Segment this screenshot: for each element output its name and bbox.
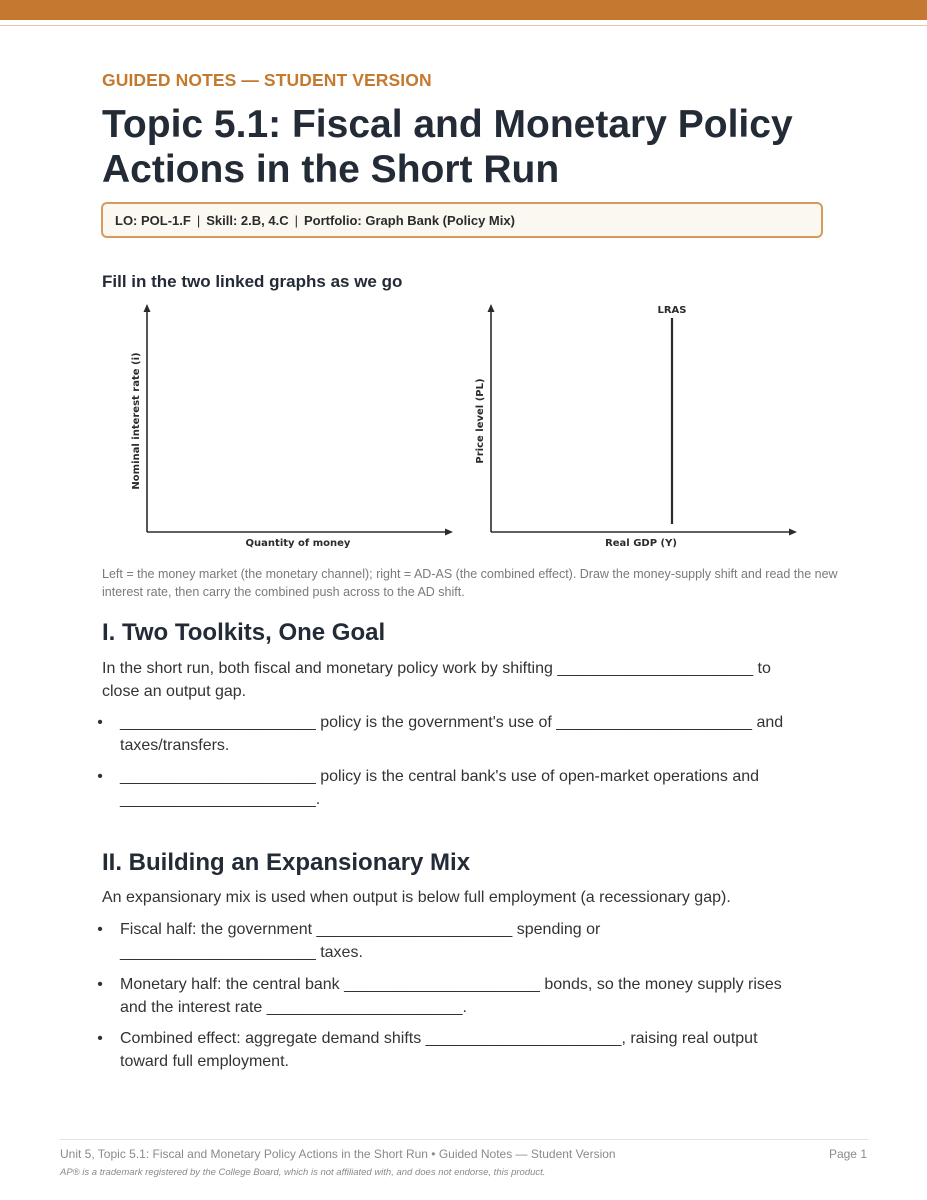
list-item: [97, 712, 820, 757]
money-market-y-axis-label: Nominal interest rate (i): [131, 352, 142, 490]
ad-as-graph: [475, 304, 797, 549]
portfolio-label: Portfolio: Graph Bank (Policy Mix): [304, 213, 515, 228]
text-line: ______________________ taxes.: [120, 943, 363, 961]
list-item: [97, 1028, 820, 1073]
text-line: Combined effect: aggregate demand shifts ______________________, raising real output: [120, 1030, 758, 1047]
text-line: In the short run, both fiscal and monetary policy work by shifting ______________________ to: [102, 660, 771, 677]
graphs-heading: Fill in the two linked graphs as we go: [102, 272, 403, 291]
section-2-heading: II. Building an Expansionary Mix: [102, 849, 471, 876]
list-item: [97, 766, 820, 811]
footer-divider: [60, 1139, 868, 1140]
text-line: close an output gap.: [102, 682, 247, 700]
text-line: Monetary half: the central bank ______________________ bonds, so the money supply rises: [120, 976, 782, 993]
ad-as-x-axis-label: Real GDP (Y): [605, 538, 677, 549]
money-market-x-axis-label: Quantity of money: [245, 538, 351, 549]
skill-codes: Skill: 2.B, 4.C: [206, 213, 289, 228]
learning-objective-box: [101, 202, 823, 238]
text-line: ______________________ policy is the government's use of ______________________ and: [120, 714, 784, 731]
bullet-icon: •: [97, 768, 103, 785]
separator: |: [294, 213, 298, 228]
list-item: [97, 974, 820, 1019]
lras-label: LRAS: [657, 305, 687, 316]
text-line: taxes/transfers.: [120, 736, 230, 754]
text-line: toward full employment.: [120, 1052, 289, 1070]
text-line: ______________________ policy is the central bank's use of open-market operations and: [120, 768, 760, 785]
bullet-icon: •: [97, 921, 103, 938]
bullet-icon: •: [97, 714, 103, 731]
section-1-intro: [102, 658, 822, 703]
money-market-graph: [131, 304, 453, 549]
trademark-disclaimer: AP® is a trademark registered by the College Board, which is not affiliated with, and does not endorse, this product.: [60, 1167, 546, 1178]
text-line: and the interest rate ______________________.: [120, 998, 467, 1016]
learning-objective-text: [115, 213, 515, 228]
money-market-y-arrow: [144, 304, 151, 312]
bullet-icon: •: [97, 1030, 103, 1047]
ad-as-x-arrow: [789, 529, 797, 536]
bullet-icon: •: [97, 976, 103, 993]
top-divider: [0, 25, 927, 26]
section-2-intro: An expansionary mix is used when output is below full employment (a recessionary gap).: [102, 889, 731, 906]
lo-code: LO: POL-1.F: [115, 213, 191, 228]
top-accent-bar: [0, 0, 927, 20]
money-market-x-arrow: [445, 529, 453, 536]
linked-graphs: [100, 298, 810, 553]
section-1-heading: I. Two Toolkits, One Goal: [102, 619, 386, 646]
page-number: Page 1: [828, 1147, 867, 1161]
text-line: Fiscal half: the government ______________________ spending or: [120, 921, 601, 938]
page-title: Topic 5.1: Fiscal and Monetary Policy Actions in the Short Run: [102, 103, 793, 191]
list-item: [97, 919, 820, 964]
footer-text: Unit 5, Topic 5.1: Fiscal and Monetary Policy Actions in the Short Run • Guided Notes — Student Version: [60, 1147, 616, 1161]
document-eyebrow: GUIDED NOTES — STUDENT VERSION: [102, 70, 432, 90]
ad-as-y-axis-label: Price level (PL): [475, 378, 486, 464]
text-line: ______________________.: [120, 790, 321, 808]
graphs-caption: Left = the money market (the monetary channel); right = AD-AS (the combined effect). Draw the money-supply shift and read the new interest rate, then carry the combined push across to the AD shift.: [102, 567, 838, 599]
separator: |: [196, 213, 201, 228]
ad-as-y-arrow: [488, 304, 495, 312]
